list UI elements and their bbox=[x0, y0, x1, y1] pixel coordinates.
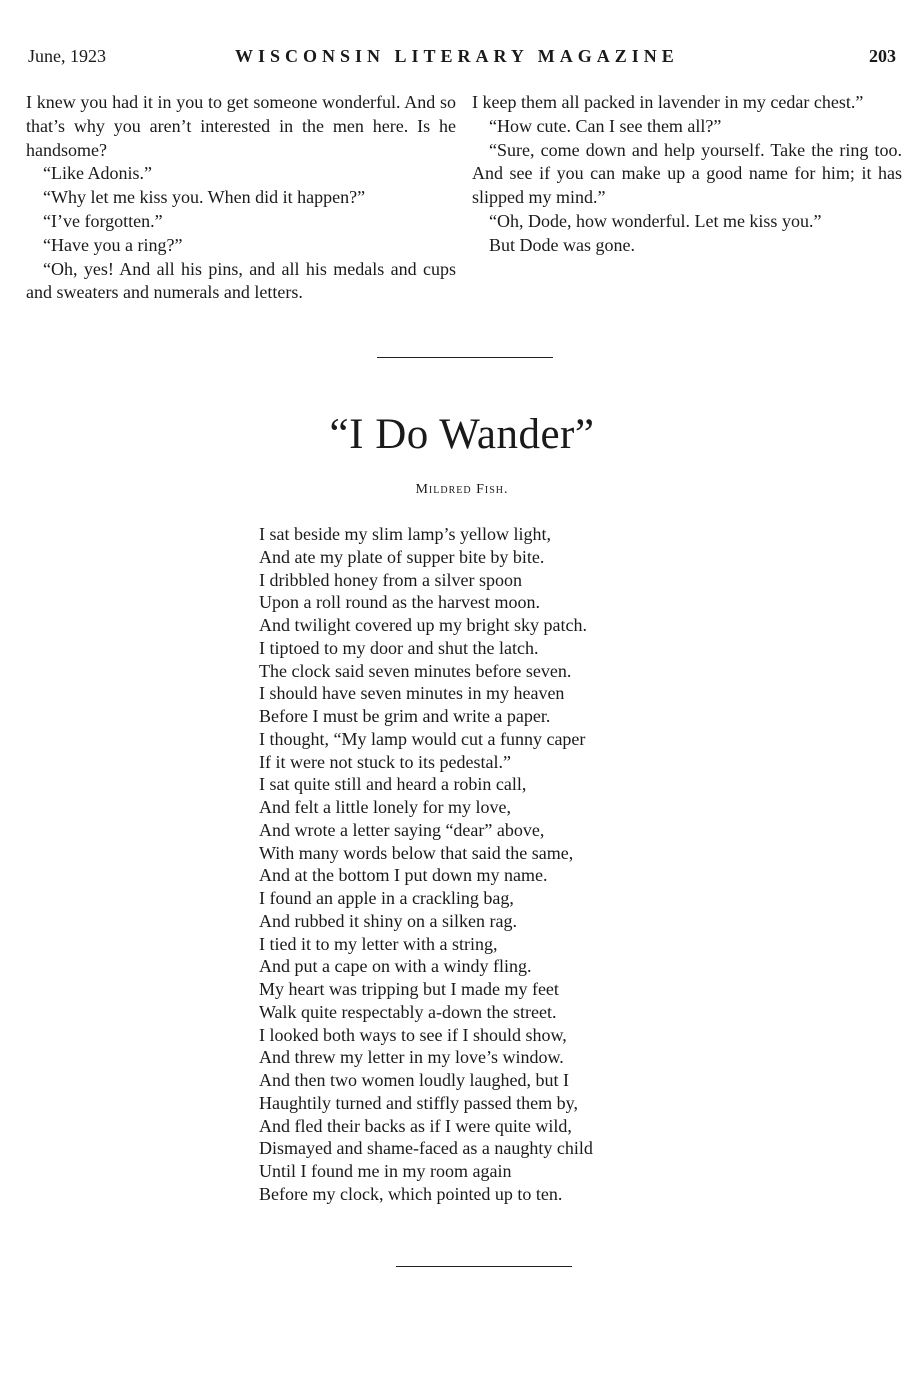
poem-line: I looked both ways to see if I should show, bbox=[259, 1024, 567, 1045]
right-column bbox=[472, 91, 902, 258]
poem-line: I sat beside my slim lamp’s yellow light, bbox=[259, 524, 551, 544]
paragraph: I knew you had it in you to get someone wonderful. And so that’s why you aren’t interested in the men here. Is he handsome? bbox=[26, 92, 456, 160]
paragraph: I keep them all packed in lavender in my cedar chest.” bbox=[472, 92, 864, 112]
issue-date: June, 1923 bbox=[28, 46, 106, 66]
poem-line: I dribbled honey from a silver spoon bbox=[259, 569, 522, 590]
page-number: 203 bbox=[869, 46, 896, 66]
poem-line: With many words below that said the same, bbox=[259, 842, 574, 863]
paragraph: “I’ve forgotten.” bbox=[43, 210, 163, 231]
poem-line: Dismayed and shame-faced as a naughty child bbox=[259, 1138, 593, 1159]
poem-line: I sat quite still and heard a robin call, bbox=[259, 774, 527, 795]
poem-line: And ate my plate of supper bite by bite. bbox=[259, 546, 545, 567]
poem-line: My heart was tripping but I made my feet bbox=[259, 979, 559, 999]
paragraph: “Oh, yes! And all his pins, and all his medals and cups and sweaters and numerals and letters. bbox=[26, 258, 456, 303]
poem-line: Before my clock, which pointed up to ten. bbox=[259, 1183, 563, 1204]
poem-line: The clock said seven minutes before seven. bbox=[259, 660, 572, 681]
poem-line: And at the bottom I put down my name. bbox=[259, 865, 548, 886]
poem-line: And twilight covered up my bright sky patch. bbox=[259, 615, 587, 635]
poem-line: Before I must be grim and write a paper. bbox=[259, 706, 551, 726]
poem-line: And rubbed it shiny on a silken rag. bbox=[259, 910, 517, 931]
paragraph: “Like Adonis.” bbox=[43, 163, 152, 184]
left-column bbox=[26, 91, 456, 305]
poem-title: “I Do Wander” bbox=[329, 411, 595, 458]
poem-line: And threw my letter in my love’s window. bbox=[259, 1047, 564, 1068]
paragraph: But Dode was gone. bbox=[489, 234, 635, 255]
poem-line: Walk quite respectably a-down the street. bbox=[259, 1001, 557, 1022]
paragraph: “Sure, come down and help yourself. Take the ring too. And see if you can make up a good name for him; it has slipped my mind.” bbox=[472, 139, 902, 208]
poem-author: Mildred Fish. bbox=[415, 482, 509, 497]
poem-line: Haughtily turned and stiffly passed them by, bbox=[259, 1092, 578, 1113]
poem-line: And felt a little lonely for my love, bbox=[259, 797, 511, 817]
paragraph: “How cute. Can I see them all?” bbox=[489, 115, 722, 136]
paragraph: “Have you a ring?” bbox=[43, 234, 183, 255]
running-header bbox=[28, 46, 896, 76]
paragraph: “Why let me kiss you. When did it happen?” bbox=[43, 187, 366, 208]
poem-line: And put a cape on with a windy fling. bbox=[259, 956, 532, 977]
magazine-title: WISCONSIN LITERARY MAGAZINE bbox=[235, 46, 679, 66]
poem-line: And wrote a letter saying “dear” above, bbox=[259, 819, 545, 840]
poem-line: Upon a roll round as the harvest moon. bbox=[259, 592, 540, 613]
poem-line: Until I found me in my room again bbox=[259, 1161, 512, 1181]
poem-line: I should have seven minutes in my heaven bbox=[259, 683, 565, 704]
poem-line: I tied it to my letter with a string, bbox=[259, 933, 498, 954]
poem-line: And fled their backs as if I were quite wild, bbox=[259, 1115, 572, 1136]
section-divider bbox=[377, 357, 553, 358]
poem-line: I found an apple in a crackling bag, bbox=[259, 888, 514, 908]
paragraph: “Oh, Dode, how wonderful. Let me kiss you.” bbox=[489, 210, 822, 231]
section-divider bbox=[396, 1266, 572, 1267]
poem-body bbox=[259, 523, 593, 1206]
poem-line: I thought, “My lamp would cut a funny caper bbox=[259, 728, 586, 749]
poem-line: If it were not stuck to its pedestal.” bbox=[259, 751, 511, 772]
poem-line: And then two women loudly laughed, but I bbox=[259, 1070, 569, 1090]
poem-line: I tiptoed to my door and shut the latch. bbox=[259, 637, 539, 658]
